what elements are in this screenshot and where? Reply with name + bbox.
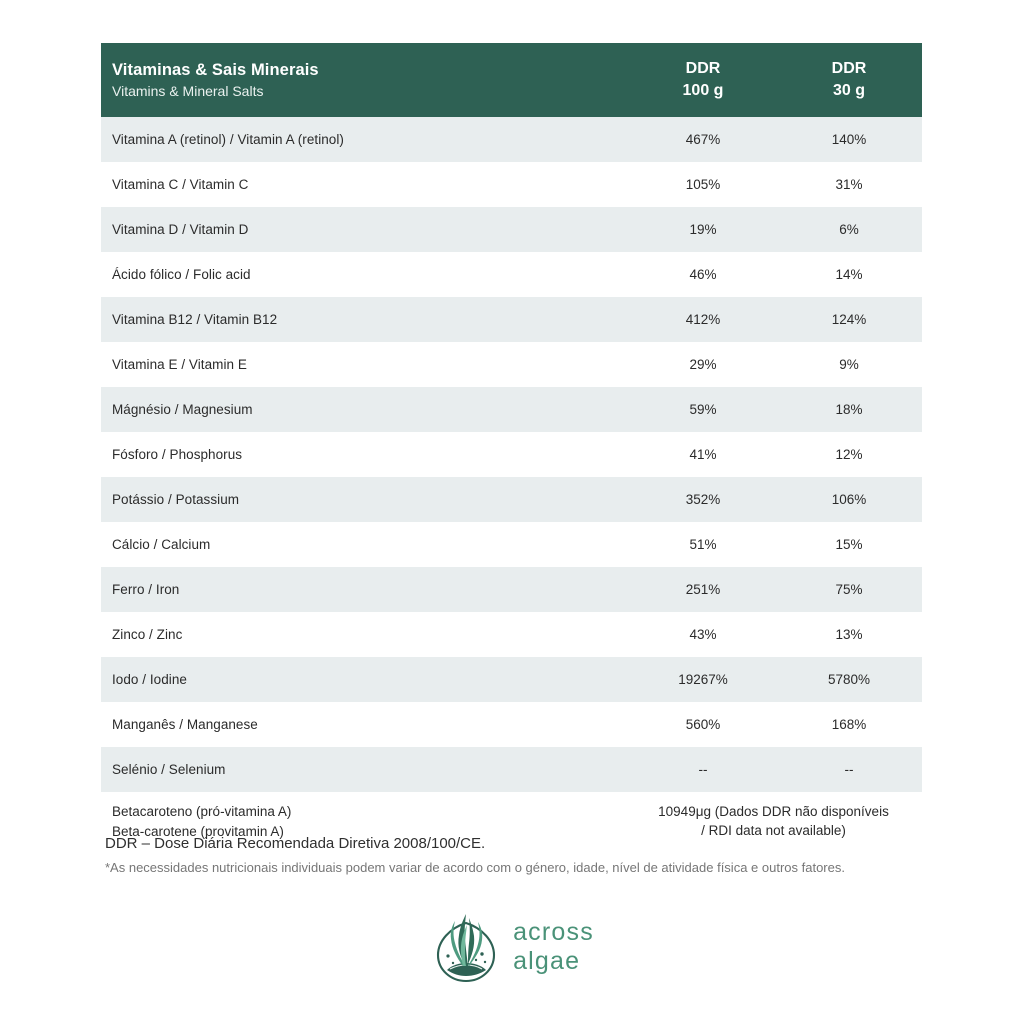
table-row xyxy=(101,702,922,747)
betacarotene-value-line2: / RDI data not available) xyxy=(701,823,846,838)
table-body xyxy=(101,117,922,852)
table-row xyxy=(101,117,922,162)
nutrient-name: Fósforo / Phosphorus xyxy=(101,432,630,477)
betacarotene-name-en: Beta-carotene (provitamin A) xyxy=(112,824,284,839)
value-ddr-30g: 9% xyxy=(776,342,922,387)
value-ddr-30g: -- xyxy=(776,747,922,792)
value-ddr-30g: 15% xyxy=(776,522,922,567)
nutrient-name: Manganês / Manganese xyxy=(101,702,630,747)
logo-word-across: across xyxy=(513,917,594,946)
header-cell-ddr-100g xyxy=(630,43,776,117)
value-ddr-100g: 59% xyxy=(630,387,776,432)
nutrient-name: Vitamina D / Vitamin D xyxy=(101,207,630,252)
value-ddr-30g: 14% xyxy=(776,252,922,297)
nutrient-name: Ferro / Iron xyxy=(101,567,630,612)
value-ddr-30g: 13% xyxy=(776,612,922,657)
nutrient-name: Selénio / Selenium xyxy=(101,747,630,792)
table-row xyxy=(101,342,922,387)
value-ddr-30g: 5780% xyxy=(776,657,922,702)
logo-word-algae: algae xyxy=(513,947,581,975)
header-ddr-100g-line2: 100 g xyxy=(682,82,724,99)
table-row xyxy=(101,522,922,567)
value-ddr-30g: 106% xyxy=(776,477,922,522)
table-row xyxy=(101,567,922,612)
table-row xyxy=(101,477,922,522)
value-ddr-100g: 105% xyxy=(630,162,776,207)
nutrient-name: Cálcio / Calcium xyxy=(101,522,630,567)
logo-wordmark xyxy=(513,918,594,977)
header-ddr-100g-line1: DDR xyxy=(685,60,721,78)
header-ddr-30g-line1: DDR xyxy=(831,60,867,78)
nutrient-name: Vitamina A (retinol) / Vitamin A (retinol) xyxy=(101,117,630,162)
betacarotene-name-pt: Betacaroteno (pró-vitamina A) xyxy=(112,804,292,820)
table-row xyxy=(101,297,922,342)
value-ddr-100g: 352% xyxy=(630,477,776,522)
vitamins-minerals-table-container xyxy=(101,43,922,852)
seaweed-in-drop-icon xyxy=(430,908,502,986)
header-title-pt: Vitaminas & Sais Minerais xyxy=(112,61,319,80)
value-ddr-100g: 43% xyxy=(630,612,776,657)
value-ddr-30g: 140% xyxy=(776,117,922,162)
note-disclaimer: *As necessidades nutricionais individuais podem variar de acordo com o género, idade, nível de atividade física e outros fatores. xyxy=(105,859,845,875)
nutrient-name: Iodo / Iodine xyxy=(101,657,630,702)
nutrient-name: Ácido fólico / Folic acid xyxy=(101,252,630,297)
value-ddr-30g: 75% xyxy=(776,567,922,612)
table-header xyxy=(101,43,922,117)
value-ddr-30g: 168% xyxy=(776,702,922,747)
table-row xyxy=(101,747,922,792)
nutrient-name: Zinco / Zinc xyxy=(101,612,630,657)
table-row xyxy=(101,657,922,702)
value-ddr-100g: -- xyxy=(630,747,776,792)
table-row xyxy=(101,252,922,297)
note-ddr-definition: DDR – Dose Diária Recomendada Diretiva 2008/100/CE. xyxy=(105,835,486,852)
value-ddr-100g: 560% xyxy=(630,702,776,747)
value-ddr-100g: 412% xyxy=(630,297,776,342)
table-row xyxy=(101,207,922,252)
table-row xyxy=(101,387,922,432)
value-ddr-100g: 19267% xyxy=(630,657,776,702)
header-cell-ddr-30g xyxy=(776,43,922,117)
value-ddr-30g: 31% xyxy=(776,162,922,207)
brand-logo xyxy=(0,908,1024,986)
value-ddr-30g: 12% xyxy=(776,432,922,477)
nutrient-name: Mágnésio / Magnesium xyxy=(101,387,630,432)
vitamins-minerals-table xyxy=(101,43,922,852)
header-cell-nutrient xyxy=(101,43,630,117)
betacarotene-value-line1: 10949μg (Dados DDR não disponíveis xyxy=(658,804,889,820)
value-ddr-100g: 29% xyxy=(630,342,776,387)
value-ddr-30g: 18% xyxy=(776,387,922,432)
value-ddr-100g: 51% xyxy=(630,522,776,567)
footnotes xyxy=(105,833,917,877)
value-ddr-30g: 124% xyxy=(776,297,922,342)
value-ddr-100g: 46% xyxy=(630,252,776,297)
table-header-row xyxy=(101,43,922,117)
value-ddr-100g: 41% xyxy=(630,432,776,477)
value-ddr-30g: 6% xyxy=(776,207,922,252)
nutrient-name: Potássio / Potassium xyxy=(101,477,630,522)
table-row xyxy=(101,612,922,657)
header-title-en: Vitamins & Mineral Salts xyxy=(112,82,264,99)
value-ddr-100g: 467% xyxy=(630,117,776,162)
table-row xyxy=(101,432,922,477)
nutrient-name: Vitamina C / Vitamin C xyxy=(101,162,630,207)
nutrient-name: Vitamina B12 / Vitamin B12 xyxy=(101,297,630,342)
table-row xyxy=(101,162,922,207)
nutrient-name: Vitamina E / Vitamin E xyxy=(101,342,630,387)
value-ddr-100g: 251% xyxy=(630,567,776,612)
header-ddr-30g-line2: 30 g xyxy=(832,82,865,99)
value-ddr-100g: 19% xyxy=(630,207,776,252)
